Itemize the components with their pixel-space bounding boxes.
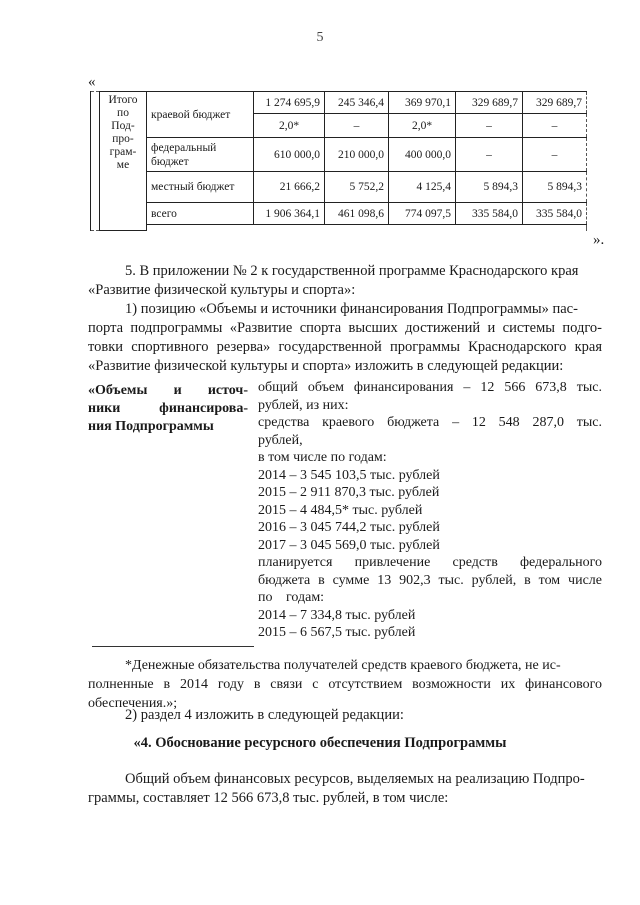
table-cell: 329 689,7: [523, 92, 587, 114]
table-tail: [147, 225, 254, 231]
table-cell: 2,0*: [254, 114, 325, 138]
item-1-line-4: «Развитие физической культуры и спорта» изложить в следующей редакции:: [88, 358, 564, 374]
item-1-line-3: товки спортивного резерва» государственной программы Краснодарского края: [88, 339, 602, 355]
group-label-line: ме: [116, 159, 130, 171]
table-tail: [325, 225, 389, 231]
passport-line: 2015 – 2 911 870,3 тыс. рублей: [258, 485, 440, 500]
table-cell: 774 097,5: [389, 203, 456, 225]
table-cell: 1 906 364,1: [254, 203, 325, 225]
table-cell: –: [456, 114, 523, 138]
table-cell: 335 584,0: [523, 203, 587, 225]
table-cell: –: [456, 138, 523, 172]
table-cell: 369 970,1: [389, 92, 456, 114]
passport-line: по годам:: [258, 590, 325, 605]
passport-line: планируется привлечение средств федерального: [258, 555, 602, 570]
table-cell: 461 098,6: [325, 203, 389, 225]
table-cell: 5 894,3: [523, 172, 587, 203]
passport-line: общий объем финансирования – 12 566 673,8 тыс.: [258, 380, 602, 395]
table-margin-cell: [91, 92, 100, 231]
passport-line: средства краевого бюджета – 12 548 287,0 тыс.: [258, 415, 602, 430]
table-group-label: [100, 92, 147, 231]
table-cell: 335 584,0: [456, 203, 523, 225]
passport-label: [88, 382, 248, 436]
group-label-line: про-: [112, 133, 134, 145]
table-tail: [389, 225, 456, 231]
table-tail: [523, 225, 587, 231]
section-heading: «4. Обоснование ресурсного обеспечения Подпрограммы: [133, 735, 507, 751]
passport-line: 2016 – 3 045 744,2 тыс. рублей: [258, 520, 440, 535]
passport-content: [258, 379, 602, 642]
table-cell: 329 689,7: [456, 92, 523, 114]
footnote-line-1: *Денежные обязательства получателей средств краевого бюджета, не ис-: [125, 658, 561, 673]
passport-line: рублей,: [258, 432, 303, 448]
table-cell: 610 000,0: [254, 138, 325, 172]
passport-label-line: ники финансирова-: [88, 401, 248, 416]
item-2: 2) раздел 4 изложить в следующей редакции:: [125, 707, 404, 723]
table-cell: –: [523, 138, 587, 172]
table-cell: –: [325, 114, 389, 138]
passport-line: рублей, из них:: [258, 397, 349, 413]
item-1-line-2: порта подпрограммы «Развитие спорта высших достижений и системы подго-: [88, 320, 602, 336]
passport-label-line: «Объемы и источ-: [88, 383, 248, 398]
footnote-separator: [92, 646, 254, 647]
closing-line-2: граммы, составляет 12 566 673,8 тыс. рублей, в том числе:: [88, 790, 449, 806]
footnote-line-3: обеспечения.»;: [88, 696, 178, 711]
group-label-line: по: [117, 107, 129, 119]
row-label: федеральный бюджет: [147, 138, 254, 172]
closing-line-1: Общий объем финансовых ресурсов, выделяемых на реализацию Подпро-: [125, 771, 585, 787]
passport-line: 2014 – 3 545 103,5 тыс. рублей: [258, 467, 440, 483]
group-label-line: Под-: [111, 120, 135, 132]
passport-label-line: ния Подпрограммы: [88, 419, 214, 434]
table-cell: 5 894,3: [456, 172, 523, 203]
passport-line: в том числе по годам:: [258, 450, 387, 465]
table-cell: 5 752,2: [325, 172, 389, 203]
row-label: всего: [147, 203, 254, 225]
group-label-line: грам-: [109, 146, 137, 158]
passport-line: 2014 – 7 334,8 тыс. рублей: [258, 607, 416, 623]
table-cell: 4 125,4: [389, 172, 456, 203]
row-label: краевой бюджет: [147, 92, 254, 138]
table-cell: 245 346,4: [325, 92, 389, 114]
passport-line: 2015 – 4 484,5* тыс. рублей: [258, 502, 423, 518]
row-label: местный бюджет: [147, 172, 254, 203]
para-5-line-2: «Развитие физической культуры и спорта»:: [88, 282, 356, 298]
footnote-line-2: полненные в 2014 году в связи с отсутствием возможности их финансового: [88, 677, 602, 692]
table-close-quote: ».: [593, 232, 605, 248]
passport-line: 2017 – 3 045 569,0 тыс. рублей: [258, 537, 440, 553]
table-tail: [254, 225, 325, 231]
funding-table: [90, 91, 587, 231]
passport-line: 2015 – 6 567,5 тыс. рублей: [258, 625, 416, 640]
table-open-quote: «: [88, 74, 96, 90]
table-tail: [456, 225, 523, 231]
table-cell: 400 000,0: [389, 138, 456, 172]
passport-line: бюджета в сумме 13 902,3 тыс. рублей, в том числе: [258, 572, 602, 588]
group-label-line: Итого: [108, 94, 138, 106]
para-5-line-1: 5. В приложении № 2 к государственной программе Краснодарского края: [125, 263, 579, 279]
table-cell: 210 000,0: [325, 138, 389, 172]
table-cell: 21 666,2: [254, 172, 325, 203]
page-number: 5: [316, 30, 324, 45]
table-cell: 1 274 695,9: [254, 92, 325, 114]
table-cell: 2,0*: [389, 114, 456, 138]
table-cell: –: [523, 114, 587, 138]
item-1-line-1: 1) позицию «Объемы и источники финансирования Подпрограммы» пас-: [125, 301, 578, 317]
